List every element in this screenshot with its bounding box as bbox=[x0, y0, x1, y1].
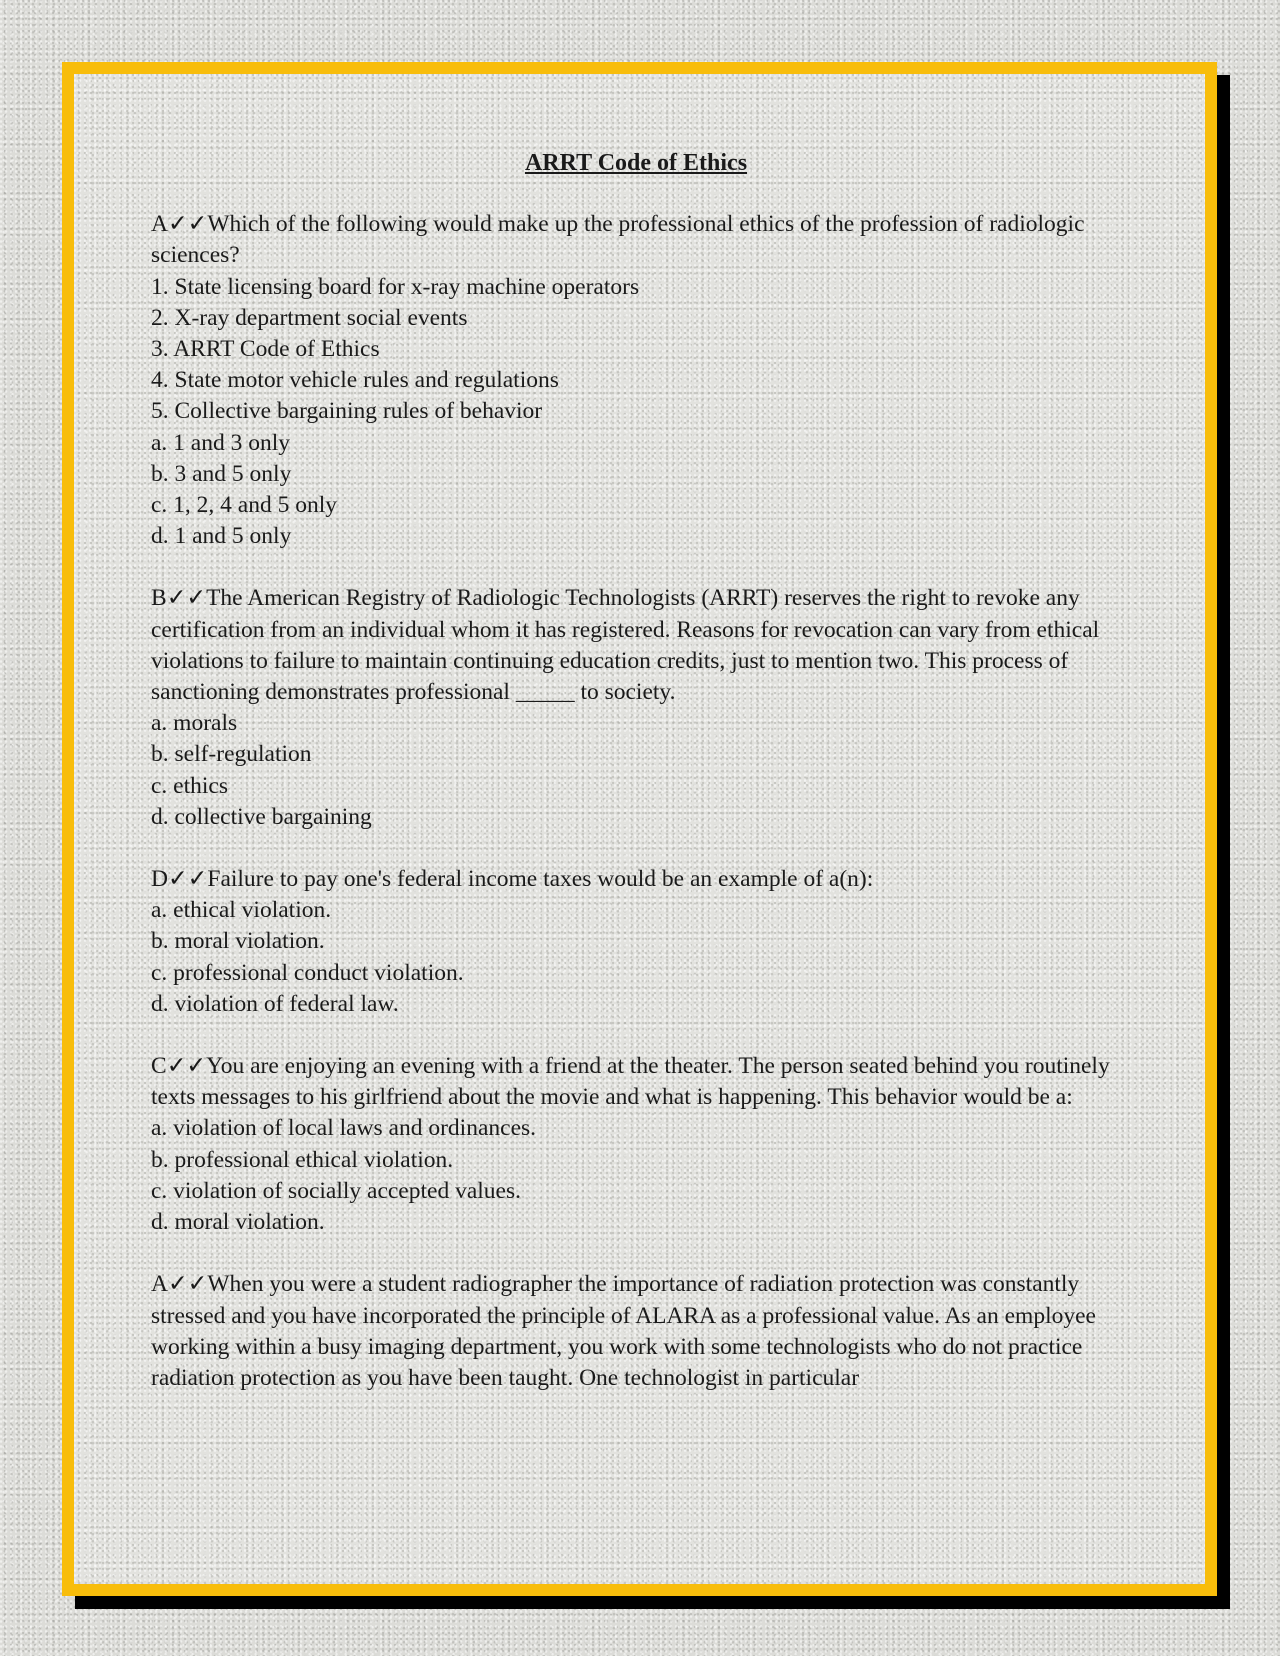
question-text bbox=[151, 1269, 1121, 1394]
question-stem: You are enjoying an evening with a friend at the theater. The person seated behind you routinely texts messages to his girlfriend about the movie and what is happening. This behavior would be a: bbox=[151, 1053, 1110, 1111]
answer-option: d. 1 and 5 only bbox=[151, 523, 292, 550]
list-item: 1. State licensing board for x-ray machine operators bbox=[151, 273, 640, 300]
question-stem: When you were a student radiographer the importance of radiation protection was constantly stressed and you have incorporated the principle of ALARA as a professional value. As an employee working within a busy imaging department, you work with some technologists who do not practice radiation protection as you have been taught. One technologist in particular bbox=[151, 1271, 1096, 1391]
question-text bbox=[151, 583, 1121, 708]
list-item: 5. Collective bargaining rules of behavior bbox=[151, 398, 543, 425]
answer-key: A bbox=[151, 1271, 168, 1298]
answer-option: a. 1 and 3 only bbox=[151, 429, 291, 456]
answer-option: c. 1, 2, 4 and 5 only bbox=[151, 492, 338, 519]
page-title: ARRT Code of Ethics bbox=[524, 150, 748, 176]
answer-option: d. violation of federal law. bbox=[151, 990, 399, 1017]
answer-option: d. moral violation. bbox=[151, 1209, 325, 1236]
answer-key: A bbox=[151, 211, 168, 238]
question-1 bbox=[151, 209, 1121, 552]
question-text bbox=[151, 864, 1121, 895]
check-marks: ✓✓ bbox=[166, 1053, 207, 1080]
answer-key: D bbox=[151, 866, 168, 893]
answer-option: a. morals bbox=[151, 710, 238, 737]
answer-key: B bbox=[151, 585, 167, 612]
check-marks: ✓✓ bbox=[167, 211, 208, 238]
answer-option: c. ethics bbox=[151, 772, 228, 799]
answer-option: a. ethical violation. bbox=[151, 897, 332, 924]
check-marks: ✓✓ bbox=[167, 1271, 208, 1298]
answer-option: c. violation of socially accepted values. bbox=[151, 1177, 521, 1204]
document-content bbox=[151, 148, 1121, 1425]
answer-option: c. professional conduct violation. bbox=[151, 959, 464, 986]
question-text bbox=[151, 209, 1121, 271]
answer-option: d. collective bargaining bbox=[151, 803, 372, 830]
answer-option: a. violation of local laws and ordinances. bbox=[151, 1115, 537, 1142]
check-marks: ✓✓ bbox=[167, 866, 208, 893]
question-4 bbox=[151, 1051, 1121, 1238]
question-text bbox=[151, 1051, 1121, 1113]
answer-option: b. 3 and 5 only bbox=[151, 460, 292, 487]
answer-option: b. moral violation. bbox=[151, 928, 325, 955]
list-item: 2. X-ray department social events bbox=[151, 304, 468, 331]
question-3 bbox=[151, 864, 1121, 1020]
answer-option: b. self-regulation bbox=[151, 741, 312, 768]
list-item: 4. State motor vehicle rules and regulations bbox=[151, 367, 559, 394]
question-stem: The American Registry of Radiologic Technologists (ARRT) reserves the right to revoke any certification from an individual whom it has registered. Reasons for revocation can vary from ethical violations to failure to maintain continuing education credits, just to mention two. This process of sanctioning demonstrates professional _____ to society. bbox=[151, 585, 1100, 706]
answer-key: C bbox=[151, 1053, 167, 1080]
question-stem: Which of the following would make up the professional ethics of the profession of radiologic sciences? bbox=[151, 211, 1085, 269]
list-item: 3. ARRT Code of Ethics bbox=[151, 336, 380, 363]
answer-option: b. professional ethical violation. bbox=[151, 1146, 454, 1173]
question-2 bbox=[151, 583, 1121, 833]
question-5 bbox=[151, 1269, 1121, 1394]
question-stem: Failure to pay one's federal income taxes would be an example of a(n): bbox=[207, 866, 874, 893]
check-marks: ✓✓ bbox=[166, 585, 207, 612]
